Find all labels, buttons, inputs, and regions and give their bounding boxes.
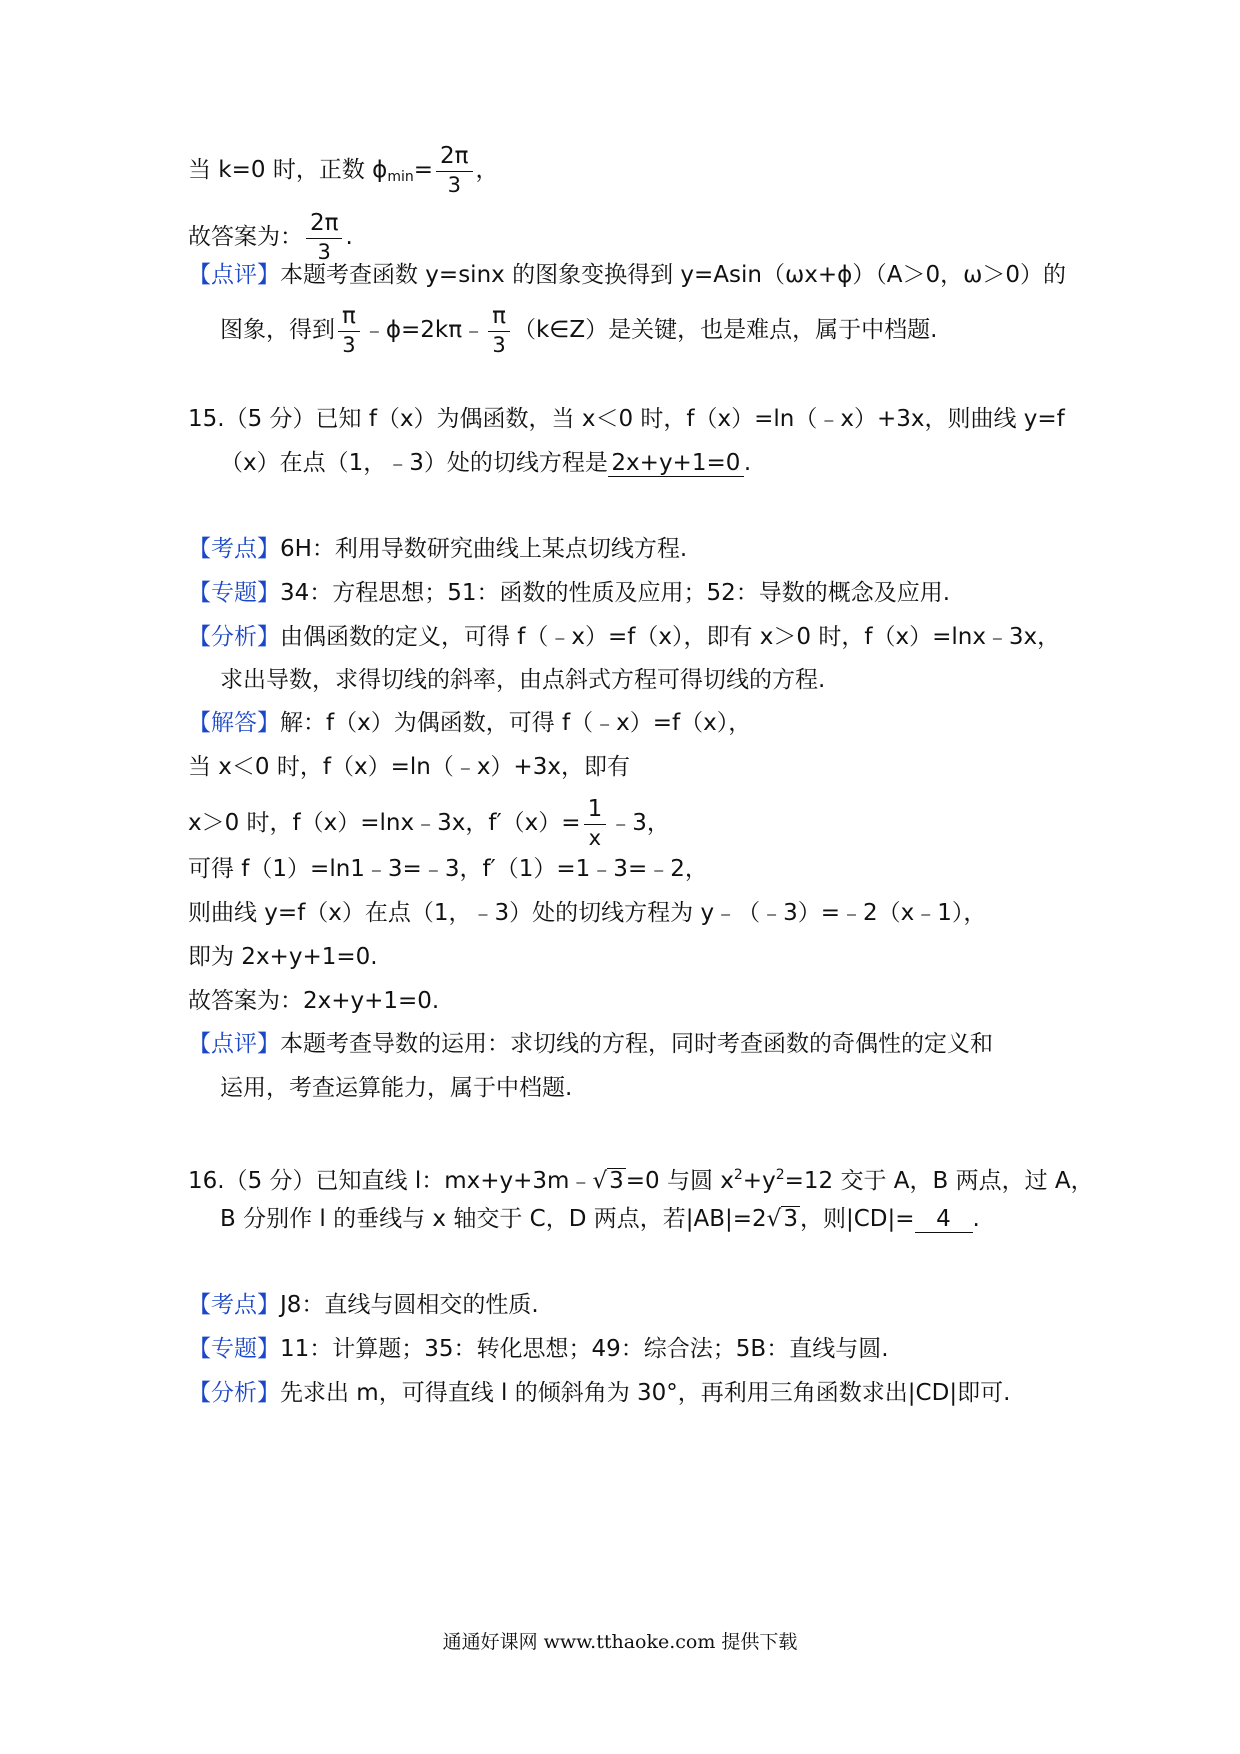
text: . <box>345 224 353 250</box>
fraction <box>306 212 342 263</box>
text: （x）在点（1，﹣3）处的切线方程是 <box>220 450 608 476</box>
fenxi-line2: 求出导数，求得切线的斜率，由点斜式方程可得切线的方程. <box>220 667 826 693</box>
radicand: 3 <box>783 1206 798 1232</box>
section-tag: 【分析】 <box>188 624 280 650</box>
text: 当 k=0 时，正数 ϕ <box>188 157 388 183</box>
fraction <box>338 305 360 356</box>
answer-blank: 2x+y+1=0 <box>608 450 744 477</box>
sqrt: √3 <box>592 1168 624 1194</box>
denominator: x <box>588 826 602 850</box>
solution-line: 则曲线 y=f（x）在点（1，﹣3）处的切线方程为 y﹣（﹣3）=﹣2（x﹣1）， <box>188 900 987 926</box>
section-tag: 【点评】 <box>188 262 280 288</box>
kaodian-line <box>188 534 687 564</box>
section-tag: 【解答】 <box>188 710 280 736</box>
page-footer: 通通好课网 www.tthaoke.com 提供下载 <box>442 1631 798 1653</box>
text: 由偶函数的定义，可得 f（﹣x）=f（x），即有 x＞0 时，f（x）=lnx﹣3x， <box>280 624 1061 650</box>
text: 本题考查函数 y=sinx 的图象变换得到 y=Asin（ωx+ϕ）（A＞0，ω＞0）的 <box>280 262 1067 288</box>
zhuanti-line <box>188 578 950 608</box>
text: 解：f（x）为偶函数，可得 f（﹣x）=f（x）， <box>280 710 752 736</box>
question-16-line1 <box>188 1160 1094 1196</box>
numerator: 2π <box>436 145 472 172</box>
fraction <box>584 798 607 849</box>
denominator: 3 <box>447 173 461 197</box>
fenxi-line <box>188 622 1060 652</box>
text: 11：计算题；35：转化思想；49：综合法；5B：直线与圆. <box>280 1336 889 1362</box>
text: . <box>743 450 752 476</box>
solution-line: 即为 2x+y+1=0. <box>188 944 378 970</box>
question-16-line2 <box>220 1204 980 1234</box>
question-15-line2 <box>220 448 751 478</box>
jieda-line <box>188 708 751 738</box>
question-15-line1: 15.（5 分）已知 f（x）为偶函数，当 x＜0 时，f（x）=ln（﹣x）+3x，则曲线 y=f <box>188 406 1065 432</box>
fraction <box>488 305 510 356</box>
kaodian-line <box>188 1290 539 1320</box>
section-tag: 【点评】 <box>188 1031 280 1057</box>
radicand: 3 <box>609 1168 624 1194</box>
text: 16.（5 分）已知直线 l：mx+y+3m﹣ <box>188 1168 593 1194</box>
solution-line: 可得 f（1）=ln1﹣3=﹣3，f′（1）=1﹣3=﹣2， <box>188 856 708 882</box>
dianping-line2: 运用，考查运算能力，属于中档题. <box>220 1075 573 1101</box>
subscript: min <box>387 169 414 185</box>
numerator: 2π <box>306 212 342 239</box>
solution-line <box>188 798 670 849</box>
text: 图象，得到 <box>220 317 335 343</box>
text: B 分别作 l 的垂线与 x 轴交于 C，D 两点，若|AB|=2 <box>220 1206 767 1232</box>
denominator: 3 <box>492 333 506 357</box>
text: ，则|CD|= <box>799 1206 915 1232</box>
text: 6H：利用导数研究曲线上某点切线方程. <box>280 536 688 562</box>
text: +y <box>742 1168 776 1194</box>
section-tag: 【专题】 <box>188 580 280 606</box>
text: . <box>972 1206 980 1232</box>
text: （k∈Z）是关键，也是难点，属于中档题. <box>512 317 938 343</box>
superscript: 2 <box>775 1167 785 1183</box>
solution-line: 故答案为：2x+y+1=0. <box>188 988 440 1014</box>
text: J8：直线与圆相交的性质. <box>280 1292 539 1318</box>
comment-line <box>188 260 1066 290</box>
dianping-line <box>188 1029 993 1059</box>
text: 先求出 m，可得直线 l 的倾斜角为 30°，再利用三角函数求出|CD|即可. <box>280 1380 1011 1406</box>
denominator: 3 <box>342 333 356 357</box>
section-tag: 【分析】 <box>188 1380 280 1406</box>
text-line <box>220 305 937 356</box>
fenxi-line <box>188 1378 1010 1408</box>
section-tag: 【专题】 <box>188 1336 280 1362</box>
zhuanti-line <box>188 1334 889 1364</box>
sqrt: √3 <box>766 1206 798 1232</box>
text: ， <box>475 157 499 183</box>
text: =0 与圆 x <box>625 1168 734 1194</box>
text: 故答案为： <box>188 224 303 250</box>
text: 34：方程思想；51：函数的性质及应用；52：导数的概念及应用. <box>280 580 951 606</box>
superscript: 2 <box>733 1167 743 1183</box>
answer-blank: 4 <box>915 1206 973 1233</box>
text: =12 交于 A，B 两点，过 A， <box>784 1168 1094 1194</box>
numerator: π <box>338 305 360 332</box>
denominator: 3 <box>317 240 331 264</box>
text-line <box>188 212 353 263</box>
numerator: π <box>488 305 510 332</box>
section-tag: 【考点】 <box>188 536 280 562</box>
numerator: 1 <box>584 798 607 825</box>
text: 本题考查导数的运用：求切线的方程，同时考查函数的奇偶性的定义和 <box>280 1031 993 1057</box>
text: x＞0 时，f（x）=lnx﹣3x，f′（x）= <box>188 810 581 836</box>
fraction <box>436 145 472 196</box>
text: = <box>413 157 434 183</box>
text: ﹣3， <box>609 810 670 836</box>
solution-line: 当 x＜0 时，f（x）=ln（﹣x）+3x，即有 <box>188 754 630 780</box>
text-line <box>188 145 499 196</box>
text: ﹣ϕ=2kπ﹣ <box>362 317 486 343</box>
section-tag: 【考点】 <box>188 1292 280 1318</box>
